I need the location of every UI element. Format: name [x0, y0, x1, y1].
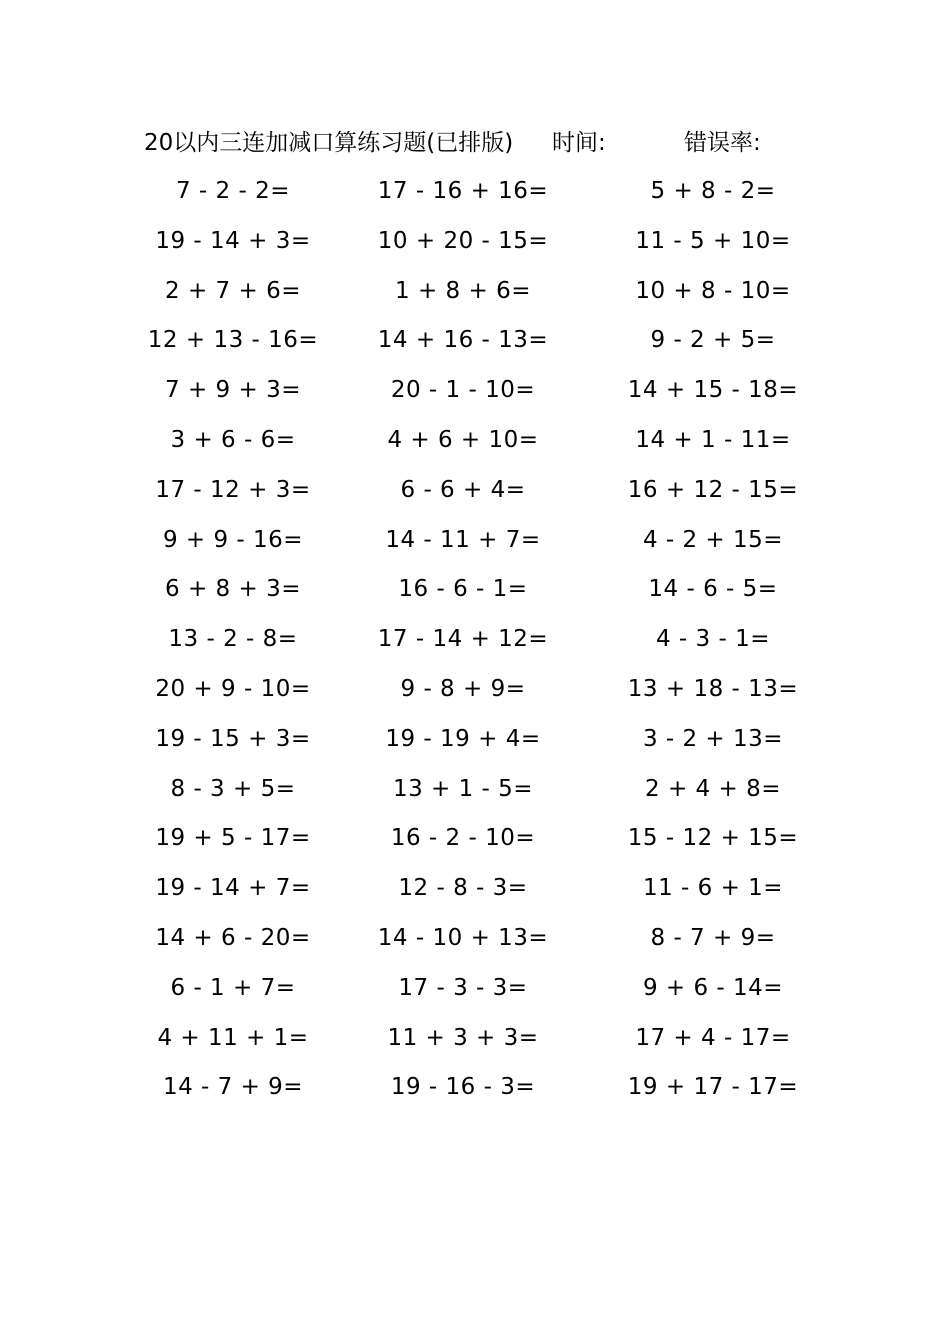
problem-item: 4 - 2 + 15= [642, 526, 784, 553]
problem-item: 4 + 11 + 1= [157, 1024, 309, 1051]
problem-row [0, 224, 950, 274]
worksheet-title: 20以内三连加减口算练习题(已排版) [144, 130, 514, 156]
problem-item: 14 + 15 - 18= [627, 377, 799, 404]
problem-item: 7 - 2 - 2= [175, 178, 290, 204]
problem-item: 6 - 6 + 4= [400, 476, 526, 503]
problem-item: 14 - 6 - 5= [648, 576, 778, 603]
problem-item: 6 + 8 + 3= [165, 576, 301, 603]
problem-item: 10 + 20 - 15= [377, 227, 549, 254]
problem-item: 3 - 2 + 13= [642, 725, 784, 752]
problem-item: 14 - 7 + 9= [162, 1074, 304, 1101]
problem-row [0, 473, 950, 523]
problem-item: 9 - 2 + 5= [650, 327, 776, 354]
problem-item: 9 + 9 - 16= [162, 526, 304, 553]
problem-item: 11 - 6 + 1= [642, 875, 784, 902]
problem-item: 2 + 4 + 8= [645, 775, 781, 802]
problem-item: 9 - 8 + 9= [400, 675, 526, 702]
problem-item: 19 - 15 + 3= [155, 725, 311, 752]
problem-item: 16 - 2 - 10= [390, 825, 536, 852]
problem-item: 19 - 14 + 7= [155, 875, 311, 902]
problem-item: 19 - 19 + 4= [385, 725, 541, 752]
problem-item: 8 - 7 + 9= [650, 924, 776, 951]
problem-grid [0, 174, 950, 1120]
problem-item: 14 + 6 - 20= [155, 924, 311, 951]
problem-item: 4 + 6 + 10= [387, 426, 539, 453]
problem-item: 14 - 10 + 13= [377, 924, 549, 951]
problem-item: 14 + 1 - 11= [635, 426, 791, 453]
problem-item: 13 - 2 - 8= [168, 626, 298, 653]
problem-row [0, 722, 950, 772]
problem-row [0, 274, 950, 324]
problem-item: 7 + 9 + 3= [165, 377, 301, 404]
problem-item: 17 - 12 + 3= [155, 476, 311, 503]
problem-item: 19 - 14 + 3= [155, 227, 311, 254]
problem-row [0, 572, 950, 622]
problem-row [0, 772, 950, 822]
problem-item: 15 - 12 + 15= [627, 825, 799, 852]
problem-row [0, 1070, 950, 1120]
problem-item: 4 - 3 - 1= [655, 626, 770, 653]
problem-item: 11 + 3 + 3= [387, 1024, 539, 1051]
worksheet-header [0, 126, 950, 160]
problem-row [0, 672, 950, 722]
problem-row [0, 821, 950, 871]
problem-item: 17 - 14 + 12= [377, 626, 549, 653]
problem-row [0, 323, 950, 373]
problem-item: 1 + 8 + 6= [395, 277, 531, 304]
problem-item: 20 - 1 - 10= [390, 377, 536, 404]
problem-item: 19 - 16 - 3= [390, 1074, 536, 1101]
problem-item: 8 - 3 + 5= [170, 775, 296, 802]
problem-row [0, 622, 950, 672]
problem-item: 5 + 8 - 2= [650, 178, 776, 204]
problem-item: 13 + 18 - 13= [627, 675, 799, 702]
problem-item: 12 + 13 - 16= [147, 327, 319, 354]
problem-item: 19 + 17 - 17= [627, 1074, 799, 1101]
problem-row [0, 1021, 950, 1071]
problem-item: 2 + 7 + 6= [165, 277, 301, 304]
problem-item: 6 - 1 + 7= [170, 974, 296, 1001]
time-label: 时间: [552, 130, 606, 156]
problem-row [0, 423, 950, 473]
problem-item: 11 - 5 + 10= [635, 227, 791, 254]
problem-item: 3 + 6 - 6= [170, 426, 296, 453]
problem-row [0, 174, 950, 224]
problem-row [0, 921, 950, 971]
error-rate-label: 错误率: [684, 130, 761, 156]
problem-row [0, 871, 950, 921]
problem-item: 17 + 4 - 17= [635, 1024, 791, 1051]
problem-row [0, 373, 950, 423]
problem-item: 14 + 16 - 13= [377, 327, 549, 354]
problem-item: 12 - 8 - 3= [398, 875, 528, 902]
problem-item: 9 + 6 - 14= [642, 974, 784, 1001]
problem-item: 17 - 3 - 3= [398, 974, 528, 1001]
problem-row [0, 523, 950, 573]
problem-item: 10 + 8 - 10= [635, 277, 791, 304]
problem-item: 16 + 12 - 15= [627, 476, 799, 503]
problem-item: 20 + 9 - 10= [155, 675, 311, 702]
problem-item: 14 - 11 + 7= [385, 526, 541, 553]
problem-item: 19 + 5 - 17= [155, 825, 311, 852]
problem-row [0, 971, 950, 1021]
problem-item: 13 + 1 - 5= [392, 775, 534, 802]
problem-item: 16 - 6 - 1= [398, 576, 528, 603]
problem-item: 17 - 16 + 16= [377, 178, 549, 204]
